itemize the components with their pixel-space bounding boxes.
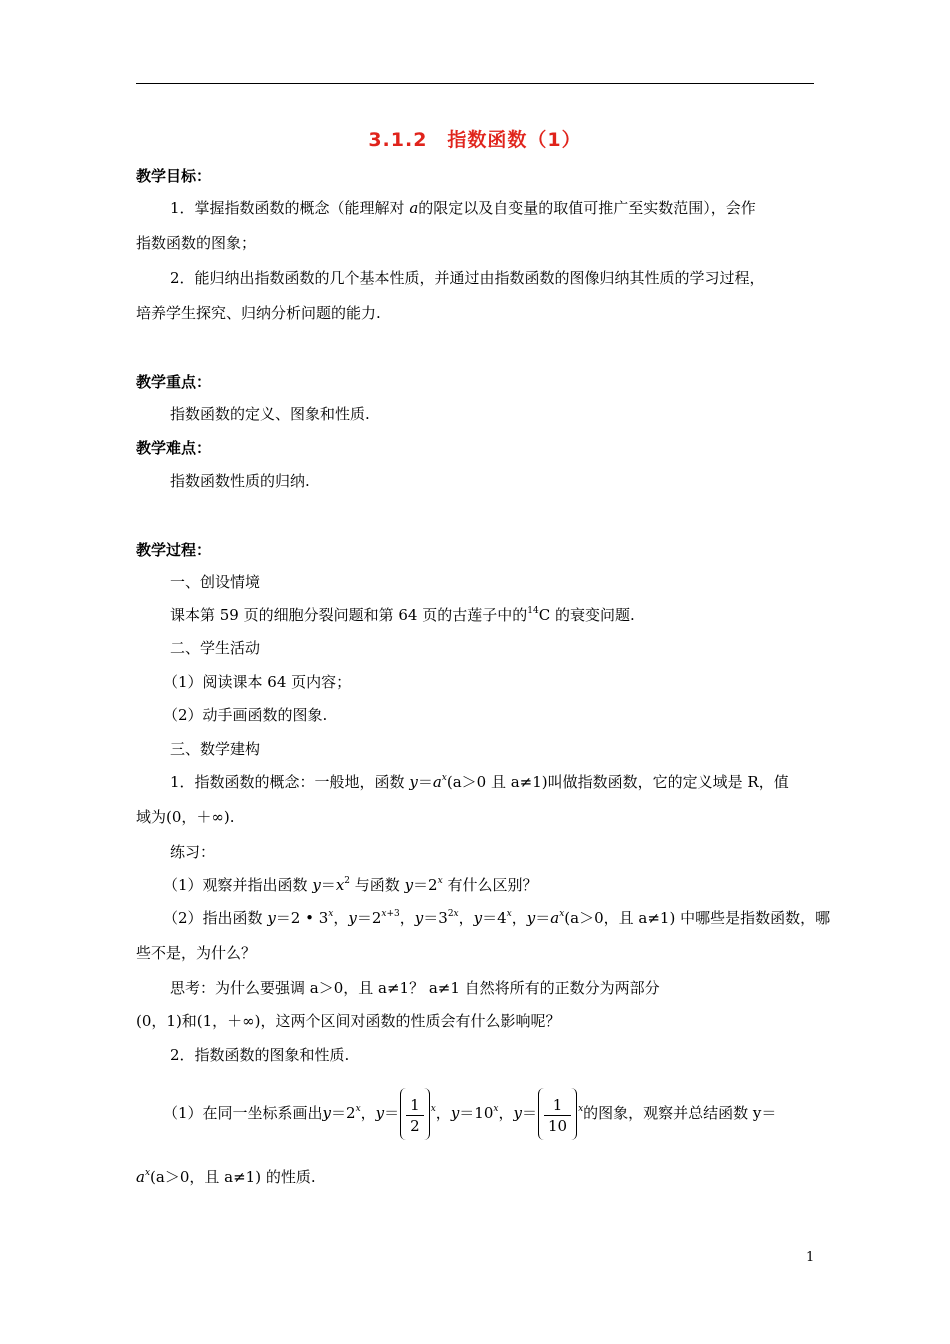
header-rule [136,83,814,84]
practice-2-b: (a＞0，且 a≠1) 中哪些是指数函数，哪 [564,909,831,927]
definition-a: 1．指数函数的概念：一般地，函数 [170,773,410,791]
graph-task-b: 的图象，观察并总结函数 y＝ [583,1104,777,1122]
formula-y-2x: y [404,876,414,894]
section-2-item-2: （2）动手画函数的图象. [163,706,328,724]
section-3-item-2: 2．指数函数的图象和性质. [170,1046,350,1064]
difficulties-heading: 教学难点： [136,439,212,457]
key-points-heading: 教学重点： [136,373,212,391]
practice-2-a: （2）指出函数 [163,909,268,927]
formula-list: y [267,909,276,927]
think-line-cont: (0，1)和(1，＋∞)，这两个区间对函数的性质会有什么影响呢？ [136,1012,561,1030]
practice-2-cont: 些不是，为什么？ [136,944,257,962]
page-title: 3.1.2 指数函数（1） [368,129,582,151]
practice-label: 练习： [170,843,216,861]
graph-task-a: （1）在同一坐标系画出 [163,1104,323,1122]
process-heading: 教学过程： [136,541,212,559]
objectives-heading: 教学目标： [136,167,212,185]
objective-2-cont: 培养学生探究、归纳分析问题的能力. [136,304,381,322]
think-line: 思考：为什么要强调 a＞0，且 a≠1？ a≠1 自然将所有的正数分为两部分 [170,979,660,997]
key-points-text: 指数函数的定义、图象和性质. [170,405,370,423]
practice-1-c: 有什么区别？ [442,876,538,894]
section-1-text [170,605,635,625]
objective-1-a: 1．掌握指数函数的概念（能理解对 [170,199,410,217]
formula-y-x2: y [312,876,321,894]
fraction-half: $\frac{1}{2}$ [400,1088,430,1140]
section-1-title: 一、创设情境 [170,573,261,591]
practice-1-b: 与函数 [350,876,405,894]
section-2-title: 二、学生活动 [170,639,261,657]
objective-1-b: 的限定以及自变量的取值可推广至实数范围），会作 [418,199,756,217]
objective-1-var: a [409,199,419,217]
graph-task-cont: $a^x(a>0$，且 a≠1) 的性质. [136,1168,316,1186]
carbon-isotope-sup: 14 [527,606,539,616]
formula-graphs: y [322,1104,332,1122]
definition-line: 1．指数函数的概念：一般地，函数 $y=a^x(a>0$ 且 a≠1)叫做指数函数，它的定义域是 R，值 [170,773,789,791]
formula-exponent-x: x [441,773,447,783]
objective-2: 2．能归纳出指数函数的几个基本性质，并通过由指数函数的图像归纳其性质的学习过程， [170,269,765,287]
fraction-tenth: $\frac{1}{10}$ [538,1088,577,1140]
formula-base-a: a [432,773,442,791]
difficulties-text: 指数函数性质的归纳. [170,472,310,490]
section-1-text-a: 课本第 59 页的细胞分裂问题和第 64 页的古莲子中的 [170,606,528,624]
definition-cont: 域为(0，＋∞). [136,808,235,826]
formula-x-exp: x [437,876,443,886]
page-number: 1 [806,1250,815,1265]
formula-y-eq-a-pow-x: y [409,773,418,791]
practice-1-a: （1）观察并指出函数 [163,876,313,894]
section-1-text-b: C 的衰变问题. [538,606,635,624]
objective-1-cont: 指数函数的图象； [136,234,257,252]
practice-1: （1）观察并指出函数 $y=x^2$ 与函数 $y=2^x$ 有什么区别？ [163,876,538,894]
formula-sq: 2 [344,876,351,886]
graph-task-c: (a＞0，且 a≠1) 的性质. [150,1168,316,1186]
section-2-item-1: （1）阅读课本 64 页内容； [163,673,352,691]
section-3-title: 三、数学建构 [170,740,261,758]
definition-b: (a＞0 且 a≠1)叫做指数函数，它的定义域是 R，值 [446,773,789,791]
formula-x: x [335,876,345,894]
graph-task: （1）在同一坐标系画出$y=2^x$，y＝ $\frac{1}{2}$ $^x$，$y=10^x$，y＝ $\frac{1}{10}$ $^x$的图象，观察并总结函数 y＝ [163,1088,776,1140]
practice-2: （2）指出函数 y＝2 • 3$^x$，$y=2^{x+3}$，$y=3^{2x}$，$y=4^x$，$y=a^x(a>0$，且 a≠1) 中哪些是指数函数，哪 [163,909,831,927]
objective-1 [170,198,756,218]
